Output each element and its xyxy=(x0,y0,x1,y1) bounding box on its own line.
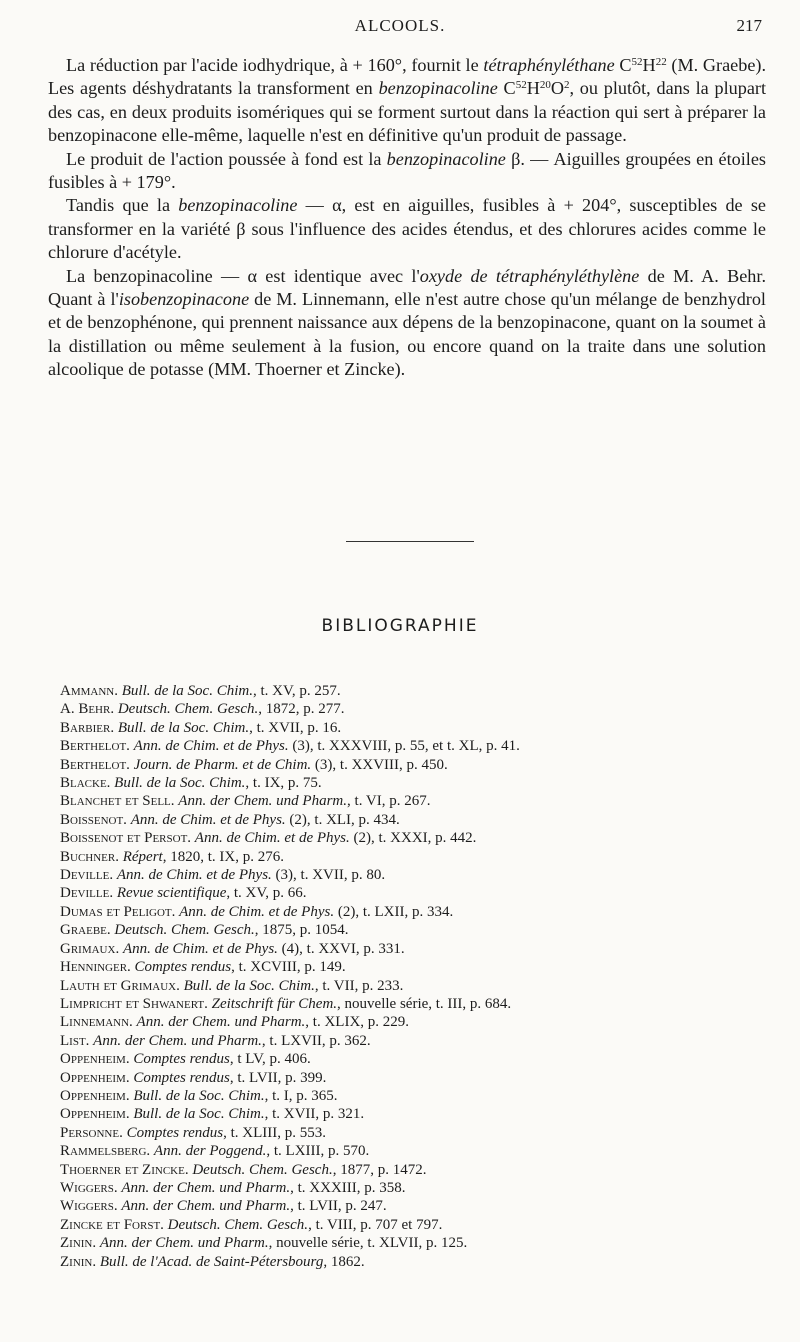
bibliography-entry xyxy=(60,829,780,847)
entry-author: Oppenheim. xyxy=(60,1087,130,1104)
entry-source: Bull. de la Soc. Chim. xyxy=(121,683,253,699)
body-text xyxy=(48,54,766,382)
body-paragraph xyxy=(48,148,766,195)
entry-author: Berthelot. xyxy=(60,756,130,773)
entry-source: Deutsch. Chem. Gesch. xyxy=(167,1216,309,1233)
entry-source: Bull. de la Soc. Chim. xyxy=(117,719,250,736)
entry-citation: , 1872, p. 277. xyxy=(258,701,345,718)
entry-citation: (3), t. XXXVIII, p. 55, et t. XL, p. 41. xyxy=(288,738,520,755)
section-divider xyxy=(346,541,474,542)
entry-source: Ann. de Chim. et de Phys. xyxy=(122,940,278,957)
entry-source: Deutsch. Chem. Gesch. xyxy=(117,701,259,718)
formula-subscript: 52 xyxy=(631,56,643,68)
entry-source: Répert xyxy=(122,848,163,865)
entry-source: Bull. de la Soc. Chim. xyxy=(114,775,246,792)
entry-citation: , t. VII, p. 233. xyxy=(314,977,404,994)
bibliography-entry xyxy=(60,1216,780,1234)
entry-source: Zeitschrift für Chem. xyxy=(211,995,338,1012)
bibliography-entry xyxy=(60,940,780,958)
bibliography-entry xyxy=(60,1179,780,1197)
text-run: H xyxy=(642,55,656,75)
entry-citation: , t. VIII, p. 707 et 797. xyxy=(308,1216,443,1233)
entry-citation: , t. XVII, p. 16. xyxy=(249,719,342,736)
bibliography-entry xyxy=(60,921,780,939)
entry-citation: , t. VI, p. 267. xyxy=(347,793,431,810)
bibliography-entry xyxy=(60,1253,780,1271)
entry-source: Ann. der Chem. und Pharm. xyxy=(93,1032,262,1049)
entry-source: Bull. de la Soc. Chim. xyxy=(183,977,315,994)
entry-author: Blacke. xyxy=(60,775,111,792)
entry-citation: , t. LXVII, p. 362. xyxy=(261,1032,371,1049)
entry-source: Bull. de la Soc. Chim. xyxy=(133,1087,265,1104)
entry-source: Ann. der Chem. und Pharm. xyxy=(99,1235,269,1252)
entry-citation: , t. XXXIII, p. 358. xyxy=(290,1179,406,1196)
text-run: O xyxy=(550,78,564,99)
entry-source: Ann. de Chim. et de Phys. xyxy=(179,903,335,920)
entry-source: Bull. de la Soc. Chim. xyxy=(133,1106,265,1123)
bibliography-entry xyxy=(60,811,780,829)
text-run: de M. Linnemann, elle n'est autre chose qu'un mélange de benzhydrol et de benzophénone, qui prennent naissance aux dépens de la benzopinacone, quant on la soumet à la distillation ou même seulement à la fusion, ou encore quand on la traite dans une solution alcoolique de potasse (MM. Thoerner et Zincke). xyxy=(48,289,766,380)
entry-citation: (3), t. XVII, p. 80. xyxy=(271,867,386,884)
formula-subscript: 20 xyxy=(539,79,551,92)
entry-citation: , t. LVII, p. 399. xyxy=(229,1069,327,1086)
entry-author: Grimaux. xyxy=(60,940,120,957)
entry-source: Ann. de Chim. et de Phys. xyxy=(116,867,272,884)
bibliography-entry xyxy=(60,774,780,792)
entry-author: Lauth et Grimaux. xyxy=(60,977,180,994)
entry-author: Henninger. xyxy=(60,959,131,976)
bibliography-entry xyxy=(60,884,780,902)
text-run: Tandis que la xyxy=(66,195,179,216)
entry-citation: (2), t. XLI, p. 434. xyxy=(285,811,400,828)
bibliography-entry xyxy=(60,1234,780,1252)
entry-author: Oppenheim. xyxy=(60,1051,130,1068)
body-paragraph xyxy=(48,54,766,148)
bibliography-entry xyxy=(60,719,780,737)
entry-author: Boissenot et Persot. xyxy=(60,830,192,847)
bibliography-entry xyxy=(60,977,780,995)
entry-author: Deville. xyxy=(60,885,114,902)
body-paragraph xyxy=(48,194,766,264)
bibliography-entry xyxy=(60,737,780,755)
entry-author: Zinin. xyxy=(60,1235,97,1252)
entry-citation: , t. LVII, p. 247. xyxy=(290,1198,387,1215)
entry-source: Ann. de Chim. et de Phys. xyxy=(194,830,350,847)
entry-source: Ann. der Chem. und Pharm. xyxy=(121,1198,291,1215)
page-number: 217 xyxy=(736,16,762,35)
entry-source: Ann. der Poggend. xyxy=(153,1143,267,1160)
entry-author: Ammann. xyxy=(60,683,118,699)
bibliography-entry xyxy=(60,958,780,976)
italic-term: oxyde de tétraphényléthylène xyxy=(419,265,640,286)
entry-source: Ann. de Chim. et de Phys. xyxy=(130,811,286,828)
entry-author: Boissenot. xyxy=(60,811,127,828)
text-run: de M. A. Behr. Quant à l' xyxy=(48,265,766,310)
entry-source: Comptes rendus xyxy=(133,1051,230,1068)
entry-author: Barbier. xyxy=(60,719,115,736)
bibliography-entry xyxy=(60,1032,780,1050)
bibliography-entry xyxy=(60,1087,780,1105)
entry-author: Thoerner et Zincke. xyxy=(60,1161,189,1178)
entry-citation: , t. I, p. 365. xyxy=(264,1087,338,1104)
entry-citation: , 1875, p. 1054. xyxy=(254,922,349,939)
formula-subscript: 2 xyxy=(563,79,570,92)
text-run: — α, est en aiguilles, fusibles à + 204°, susceptibles de se transformer en la variété β sous l'influence des acides étendus, et des chlorures acides comme le chlorure d'acétyle. xyxy=(48,195,766,263)
bibliography-entry xyxy=(60,903,780,921)
text-run: La réduction par l'acide iodhydrique, à + 160°, fournit le xyxy=(66,55,484,75)
text-run: , ou plutôt, dans la plupart des cas, en deux produits isomériques qui se forment surtout dans la réaction qui sert à préparer la benzopinacone elle-même, laquelle n'est en définitive qu'un produit de passage. xyxy=(48,78,767,146)
entry-source: Deutsch. Chem. Gesch. xyxy=(192,1161,333,1178)
entry-author: Zinin. xyxy=(60,1253,97,1270)
entry-citation: (2), t. LXII, p. 334. xyxy=(334,903,454,920)
formula-subscript: 52 xyxy=(515,79,527,92)
entry-citation: (2), t. XXXI, p. 442. xyxy=(349,830,477,847)
entry-source: Ann. der Chem. und Pharm. xyxy=(178,793,348,810)
text-run: Le produit de l'action poussée à fond est la xyxy=(66,148,387,169)
bibliography-entry xyxy=(60,848,780,866)
entry-author: Oppenheim. xyxy=(60,1069,130,1086)
entry-author: List. xyxy=(60,1032,90,1049)
entry-source: Ann. der Chem. und Pharm. xyxy=(136,1014,306,1031)
entry-author: Linnemann. xyxy=(60,1014,133,1031)
bibliography-entry xyxy=(60,1050,780,1068)
entry-source: Comptes rendus xyxy=(126,1124,224,1141)
italic-term: benzopinacoline xyxy=(178,195,298,216)
entry-citation: , 1877, p. 1472. xyxy=(332,1161,427,1178)
text-run: C xyxy=(497,78,516,99)
entry-source: Revue scientifique xyxy=(116,885,227,902)
text-run: β. — Aiguilles groupées en étoiles fusibles à + 179°. xyxy=(48,148,766,193)
entry-author: Wiggers. xyxy=(60,1198,118,1215)
entry-citation: , t. XV, p. 66. xyxy=(226,885,307,902)
text-run: H xyxy=(526,78,540,99)
bibliography-entry xyxy=(60,792,780,810)
formula-subscript: 22 xyxy=(655,56,667,68)
bibliography-entry xyxy=(60,682,780,700)
entry-source: Comptes rendus xyxy=(133,1069,230,1086)
entry-citation: , t. LXIII, p. 570. xyxy=(266,1143,370,1160)
entry-citation: , t. XCVIII, p. 149. xyxy=(231,959,346,976)
entry-author: Deville. xyxy=(60,867,114,884)
entry-author: Berthelot. xyxy=(60,738,130,755)
entry-author: Dumas et Peligot. xyxy=(60,903,176,920)
bibliography-list xyxy=(60,682,780,1271)
entry-citation: (3), t. XXVIII, p. 450. xyxy=(311,756,448,773)
body-paragraph xyxy=(48,265,766,382)
entry-author: Oppenheim. xyxy=(60,1106,130,1123)
bibliography-entry xyxy=(60,700,780,718)
entry-citation: , t. XV, p. 257. xyxy=(252,683,341,699)
entry-author: Blanchet et Sell. xyxy=(60,793,175,810)
entry-citation: , nouvelle série, t. III, p. 684. xyxy=(337,995,512,1012)
text-run: C xyxy=(614,55,632,75)
bibliography-heading: BIBLIOGRAPHIE xyxy=(321,616,479,636)
entry-citation: , t. XVII, p. 321. xyxy=(264,1106,365,1123)
bibliography-entry xyxy=(60,756,780,774)
entry-citation: (4), t. XXVI, p. 331. xyxy=(277,940,405,957)
bibliography-entry xyxy=(60,1142,780,1160)
bibliography-entry xyxy=(60,995,780,1013)
italic-term: tétraphényléthane xyxy=(483,55,615,75)
entry-source: Ann. der Chem. und Pharm. xyxy=(121,1179,291,1196)
italic-term: isobenzopinacone xyxy=(118,289,250,310)
bibliography-entry xyxy=(60,1069,780,1087)
entry-source: Comptes rendus xyxy=(134,959,232,976)
entry-citation: , 1862. xyxy=(323,1253,365,1270)
running-header xyxy=(0,16,800,42)
entry-author: Wiggers. xyxy=(60,1179,118,1196)
entry-source: Journ. de Pharm. et de Chim. xyxy=(133,756,312,773)
entry-citation: , nouvelle série, t. XLVII, p. 125. xyxy=(268,1235,468,1252)
entry-author: Personne. xyxy=(60,1124,123,1141)
entry-author: Rammelsberg. xyxy=(60,1143,151,1160)
entry-author: A. Behr. xyxy=(60,701,115,718)
italic-term: benzopinacoline xyxy=(386,148,506,169)
entry-citation: , t. XLIII, p. 553. xyxy=(223,1124,327,1141)
bibliography-entry xyxy=(60,1105,780,1123)
entry-citation: , t LV, p. 406. xyxy=(229,1051,311,1068)
entry-author: Zincke et Forst. xyxy=(60,1216,164,1233)
entry-author: Graebe. xyxy=(60,922,111,939)
text-run: La benzopinacoline — α est identique avec l' xyxy=(66,265,420,286)
entry-citation: , t. IX, p. 75. xyxy=(245,775,322,792)
bibliography-entry xyxy=(60,1013,780,1031)
bibliography-entry xyxy=(60,866,780,884)
entry-author: Buchner. xyxy=(60,848,119,865)
bibliography-entry xyxy=(60,1124,780,1142)
bibliography-entry xyxy=(60,1161,780,1179)
entry-source: Ann. de Chim. et de Phys. xyxy=(133,738,289,755)
entry-source: Bull. de l'Acad. de Saint-Pétersbourg xyxy=(99,1253,324,1270)
entry-citation: , t. XLIX, p. 229. xyxy=(305,1014,410,1031)
entry-citation: , 1820, t. IX, p. 276. xyxy=(162,848,284,865)
italic-term: benzopinacoline xyxy=(378,78,498,99)
entry-author: Limpricht et Shwanert. xyxy=(60,995,208,1012)
entry-source: Deutsch. Chem. Gesch. xyxy=(114,922,255,939)
running-title: ALCOOLS. xyxy=(354,16,446,35)
text-run: (M. Graebe). Les agents déshydratants la transforment en xyxy=(48,55,766,99)
bibliography-entry xyxy=(60,1197,780,1215)
